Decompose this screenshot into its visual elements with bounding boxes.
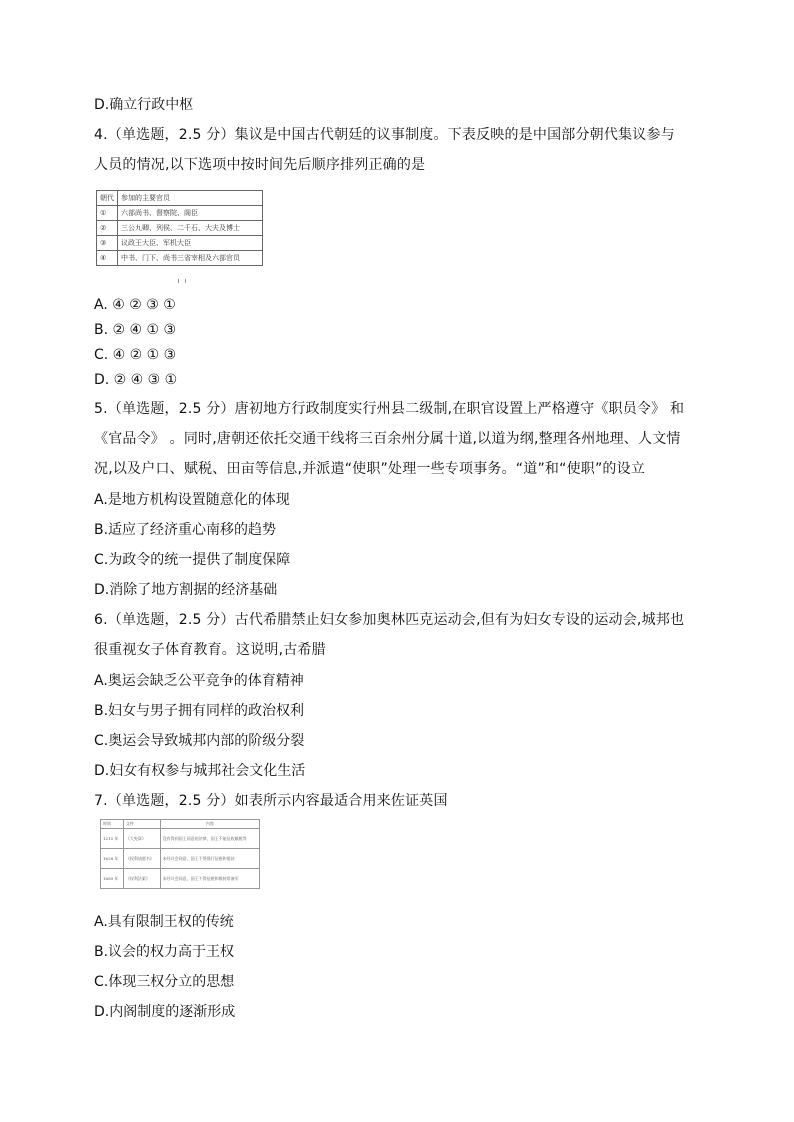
q4-table-cell: 六部尚书、督察院、阁臣 [118, 206, 263, 221]
q4-table [96, 190, 263, 266]
q7-table-cell: 《权利请愿书》 [123, 849, 160, 869]
q5-option-d: D.消除了地方割据的经济基础 [94, 582, 278, 598]
q5-option-b: B.适应了经济重心南移的趋势 [94, 522, 277, 538]
q4-table-cell: 三公九卿、列侯、二千石、大夫及博士 [118, 221, 263, 236]
q4-table-row [97, 236, 263, 251]
q4-table-header-cell: 参加的主要官员 [118, 191, 263, 206]
q4-table-cell: ① [97, 206, 118, 221]
q6-stem-line1: 6.（单选题，2.5 分）古代希腊禁止妇女参加奥林匹克运动会,但有为妇女专设的运动会,城邦也 [94, 612, 685, 628]
q4-table-cell: ④ [97, 251, 118, 266]
table-resize-handle [178, 279, 186, 283]
q7-table-cell: 没有得到国王同意的法律，国王不能征收赋税等 [160, 829, 259, 849]
q7-table-row [101, 849, 260, 869]
q4-table-header-cell: 朝代 [97, 191, 118, 206]
q4-table-row [97, 251, 263, 266]
q5-stem-line2: 《官品令》 。同时,唐朝还依托交通干线将三百余州分属十道,以道为纲,整理各州地理、人文情 [94, 431, 681, 447]
q5-option-a: A.是地方机构设置随意化的体现 [94, 492, 290, 508]
q7-table-cell: 1689 年 [101, 869, 124, 889]
q4-option-c: C. ④ ② ① ③ [94, 347, 177, 363]
q7-table-cell: 《权利法案》 [123, 869, 160, 889]
q7-table-cell: 《大宪章》 [123, 829, 160, 849]
q4-table-row [97, 206, 263, 221]
q6-stem-line2: 很重视女子体育教育。这说明,古希腊 [94, 642, 326, 658]
q7-option-b: B.议会的权力高于王权 [94, 944, 235, 960]
q4-stem-line2: 人员的情况,以下选项中按时间先后顺序排列正确的是 [94, 157, 426, 173]
q4-option-d: D. ② ④ ③ ① [94, 372, 178, 388]
q4-table-row [97, 221, 263, 236]
q6-option-b: B.妇女与男子拥有同样的政治权利 [94, 703, 305, 719]
q7-table-cell: 1628 年 [101, 849, 124, 869]
q3-option-d: D.确立行政中枢 [94, 97, 194, 113]
q5-option-c: C.为政令的统一提供了制度保障 [94, 552, 291, 568]
q4-table-cell: ② [97, 221, 118, 236]
q4-table-header [97, 191, 263, 206]
q4-option-b: B. ② ④ ① ③ [94, 322, 177, 338]
q4-stem-line1: 4.（单选题，2.5 分）集议是中国古代朝廷的议事制度。下表反映的是中国部分朝代集议参与 [94, 127, 675, 143]
q7-option-c: C.体现三权分立的思想 [94, 974, 235, 990]
q6-option-a: A.奥运会缺乏公平竞争的体育精神 [94, 673, 304, 689]
q5-stem-line3: 况,以及户口、赋税、田亩等信息,并派遣“使职”处理一些专项事务。“道”和“使职”的设立 [94, 461, 646, 477]
q6-option-d: D.妇女有权参与城邦社会文化生活 [94, 763, 306, 779]
q4-option-a: A. ④ ② ③ ① [94, 297, 176, 313]
q7-table-header-cell: 文件 [123, 820, 160, 829]
q6-option-c: C.奥运会导致城邦内部的阶级分裂 [94, 733, 305, 749]
q7-table-header [101, 820, 260, 829]
q7-table-header-cell: 内容 [160, 820, 259, 829]
q4-table-cell: ③ [97, 236, 118, 251]
q4-table-cell: 中书、门下、尚书三省宰相及六部官员 [118, 251, 263, 266]
q7-option-a: A.具有限制王权的传统 [94, 914, 234, 930]
q7-table-cell: 未经议会同意，国王不得征税和维持常备军 [160, 869, 259, 889]
q7-stem-line1: 7.（单选题，2.5 分）如表所示内容最适合用来佐证英国 [94, 793, 448, 809]
q7-option-d: D.内阁制度的逐渐形成 [94, 1004, 236, 1020]
q7-table-header-cell: 时间 [101, 820, 124, 829]
q7-table-cell: 1215 年 [101, 829, 124, 849]
q5-stem-line1: 5.（单选题，2.5 分）唐初地方行政制度实行州县二级制,在职官设置上严格遵守《职员令》 和 [94, 401, 685, 417]
q7-table-row [101, 869, 260, 889]
q4-table-cell: 议政王大臣、军机大臣 [118, 236, 263, 251]
q7-table [100, 819, 260, 889]
q7-table-row [101, 829, 260, 849]
q7-table-cell: 未经议会同意，国王不得强行征税和借款 [160, 849, 259, 869]
